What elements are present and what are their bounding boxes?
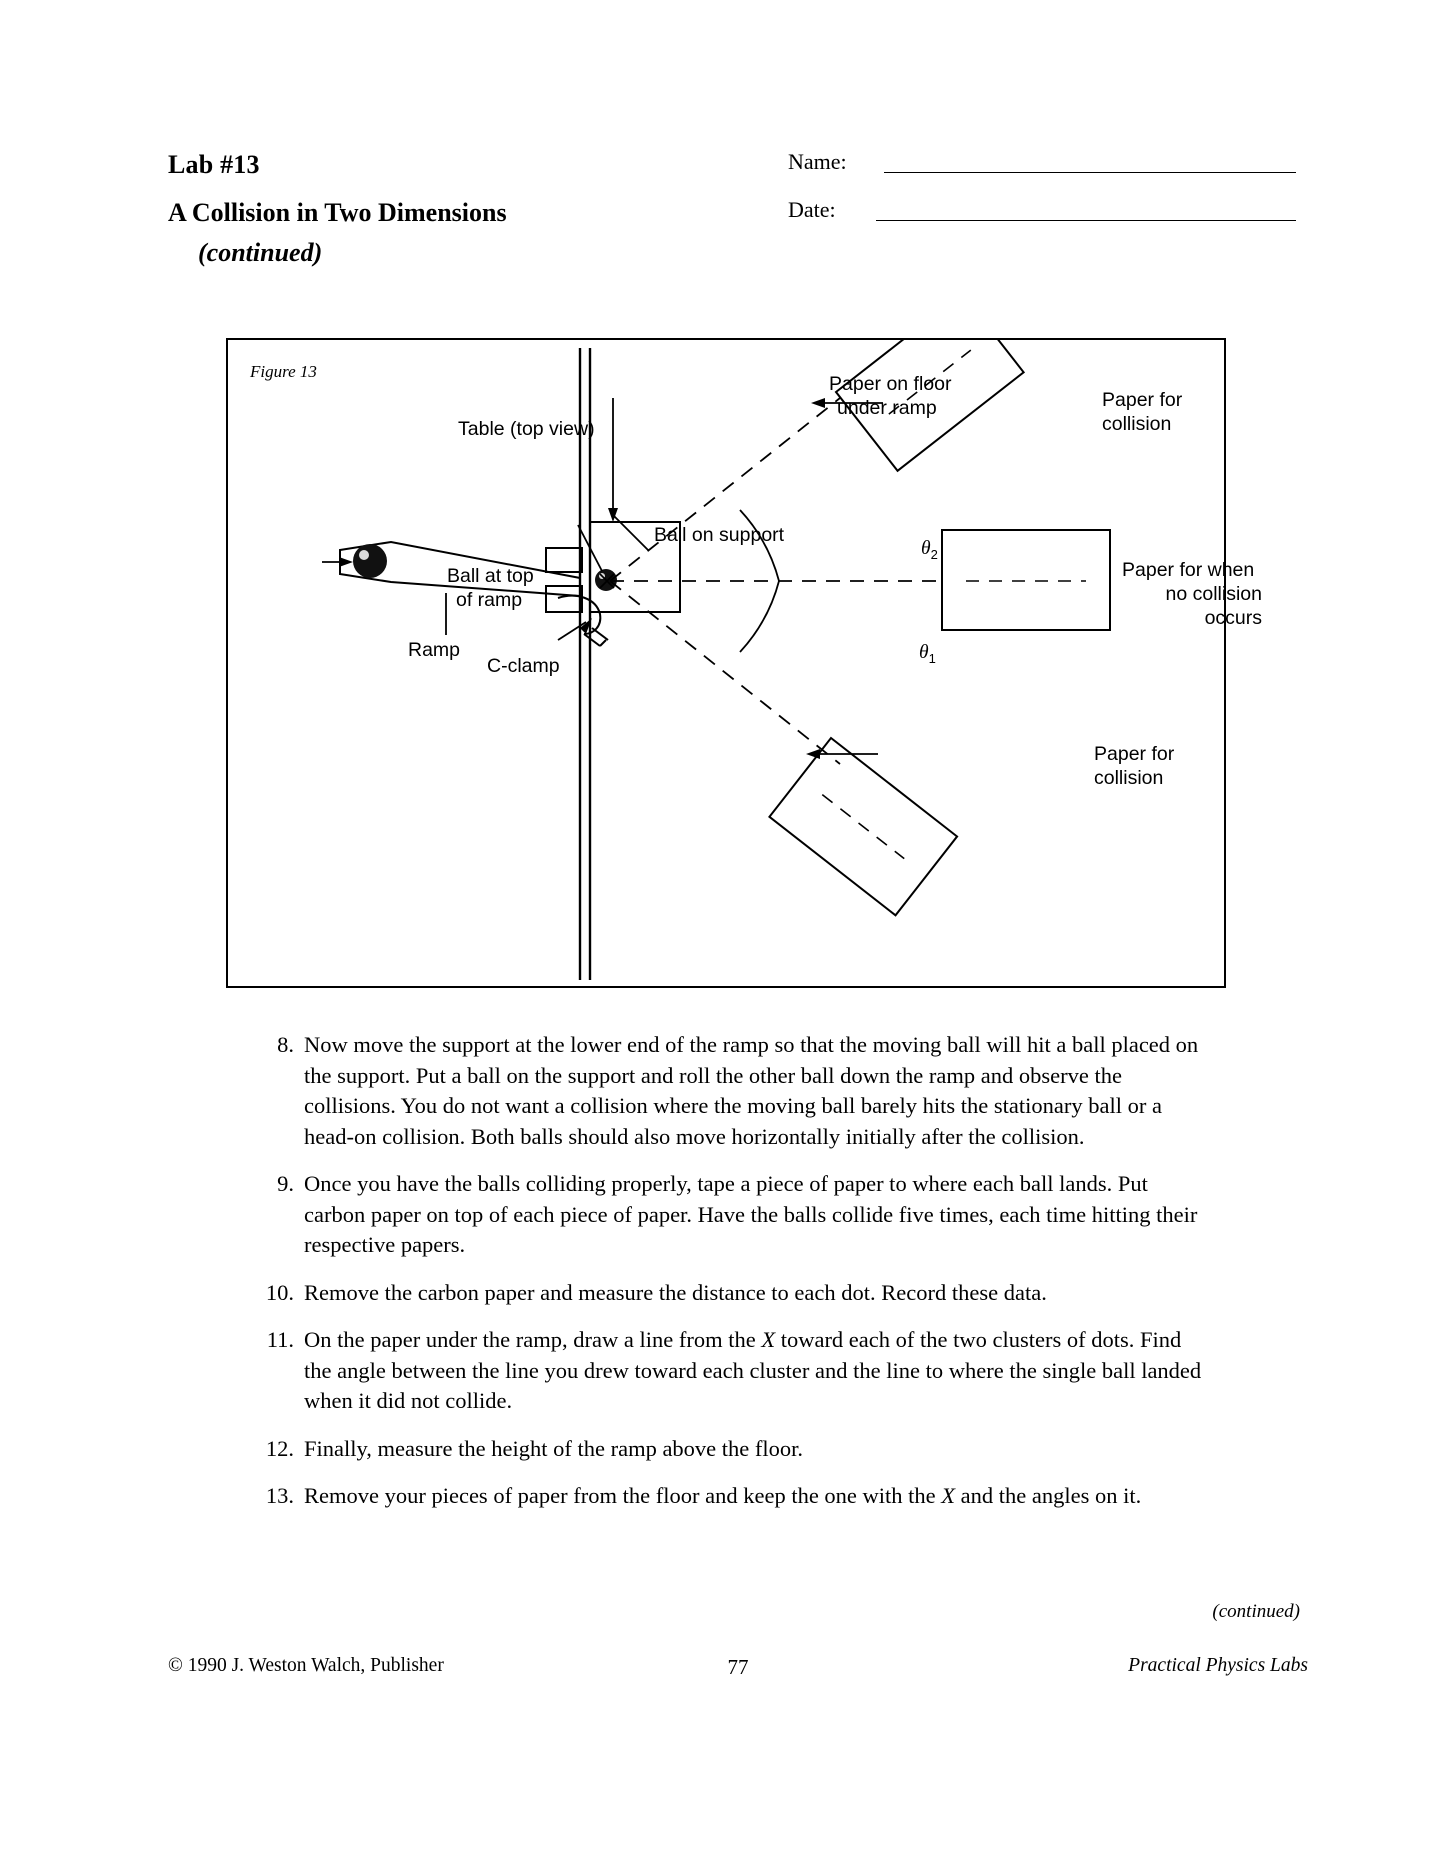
date-input-rule[interactable]	[876, 220, 1296, 221]
step-number: 12.	[265, 1435, 294, 1461]
label-table-top-view: Table (top view)	[458, 418, 595, 440]
step-text: Remove the carbon paper and measure the distance to each dot. Record these data.	[304, 1279, 1047, 1305]
label-ball-at-top-line2: of ramp	[456, 589, 523, 611]
name-label: Name:	[788, 149, 847, 174]
step-number: 13.	[265, 1483, 294, 1508]
step-text: Remove your pieces of paper from the floor and keep the one with the X and the angles on it.	[304, 1483, 1142, 1508]
label-c-clamp: C-clamp	[487, 655, 560, 677]
source-title: Practical Physics Labs	[1128, 1655, 1308, 1676]
list-item	[262, 1481, 1212, 1512]
step-text: Finally, measure the height of the ramp above the floor.	[304, 1435, 804, 1461]
continued-note: (continued)	[1212, 1601, 1300, 1622]
label-theta-2: $\theta_2$	[921, 538, 938, 562]
label-paper-on-floor-line2: under ramp	[837, 397, 937, 419]
list-item	[262, 1325, 1212, 1417]
label-no-collision-line2: no collision	[1165, 583, 1262, 605]
step-text: Once you have the balls colliding properly, tape a piece of paper to where each ball lands. Put carbon paper on top of each piece of paper. Have the balls collide five times, each time hitting their respective papers.	[304, 1171, 1198, 1257]
label-paper-for-collision-bottom-line1: Paper for	[1094, 743, 1175, 765]
header-left	[168, 148, 728, 270]
label-no-collision-line1: Paper for when	[1122, 559, 1255, 581]
list-item	[262, 1030, 1212, 1152]
page-footer	[168, 1655, 1308, 1685]
label-ball-on-support: Ball on support	[654, 524, 785, 546]
figure-caption: Figure 13	[250, 362, 317, 381]
label-paper-on-floor-line1: Paper on floor	[829, 373, 952, 395]
figure-drawing	[228, 340, 1224, 986]
step-number: 11.	[266, 1327, 294, 1352]
lab-number: Lab #13	[168, 150, 260, 179]
step-text: Now move the support at the lower end of the ramp so that the moving ball will hit a ball placed on the support. Put a ball on the support and roll the other ball down the ramp and observe the collisions. You do not want a collision where the moving ball barely hits the stationary ball or a head-on collision. Both balls should also move horizontally initially after the collision.	[304, 1032, 1199, 1149]
name-field-row	[788, 148, 1308, 196]
list-item	[262, 1434, 1212, 1465]
label-paper-for-collision-top-line2: collision	[1102, 413, 1172, 435]
name-input-rule[interactable]	[884, 172, 1296, 173]
title-continued: (continued)	[198, 238, 323, 267]
date-field-row	[788, 196, 1308, 244]
step-number: 9.	[277, 1171, 294, 1196]
date-label: Date:	[788, 197, 836, 222]
label-paper-for-collision-top-line1: Paper for	[1102, 389, 1183, 411]
label-theta-1: $\theta_1$	[919, 642, 936, 666]
step-text: On the paper under the ramp, draw a line from the X toward each of the two clusters of dots. Find the angle between the line you drew toward each cluster and the line to where the single ball landed when it did not collide.	[304, 1327, 1202, 1413]
step-number: 10.	[265, 1279, 294, 1305]
list-item	[262, 1169, 1212, 1261]
label-no-collision-line3: occurs	[1204, 607, 1262, 629]
step-number: 8.	[277, 1032, 294, 1057]
page-title: A Collision in Two Dimensions	[168, 198, 507, 227]
label-paper-for-collision-bottom-line2: collision	[1094, 767, 1164, 789]
label-ramp: Ramp	[408, 639, 461, 661]
label-ball-at-top-line1: Ball at top	[447, 565, 534, 587]
instruction-list	[262, 1030, 1212, 1529]
header-fields	[788, 148, 1308, 244]
list-item	[262, 1278, 1212, 1309]
figure-13	[226, 338, 1262, 988]
copyright-text: © 1990 J. Weston Walch, Publisher	[168, 1655, 444, 1676]
page-number: 77	[727, 1655, 749, 1679]
